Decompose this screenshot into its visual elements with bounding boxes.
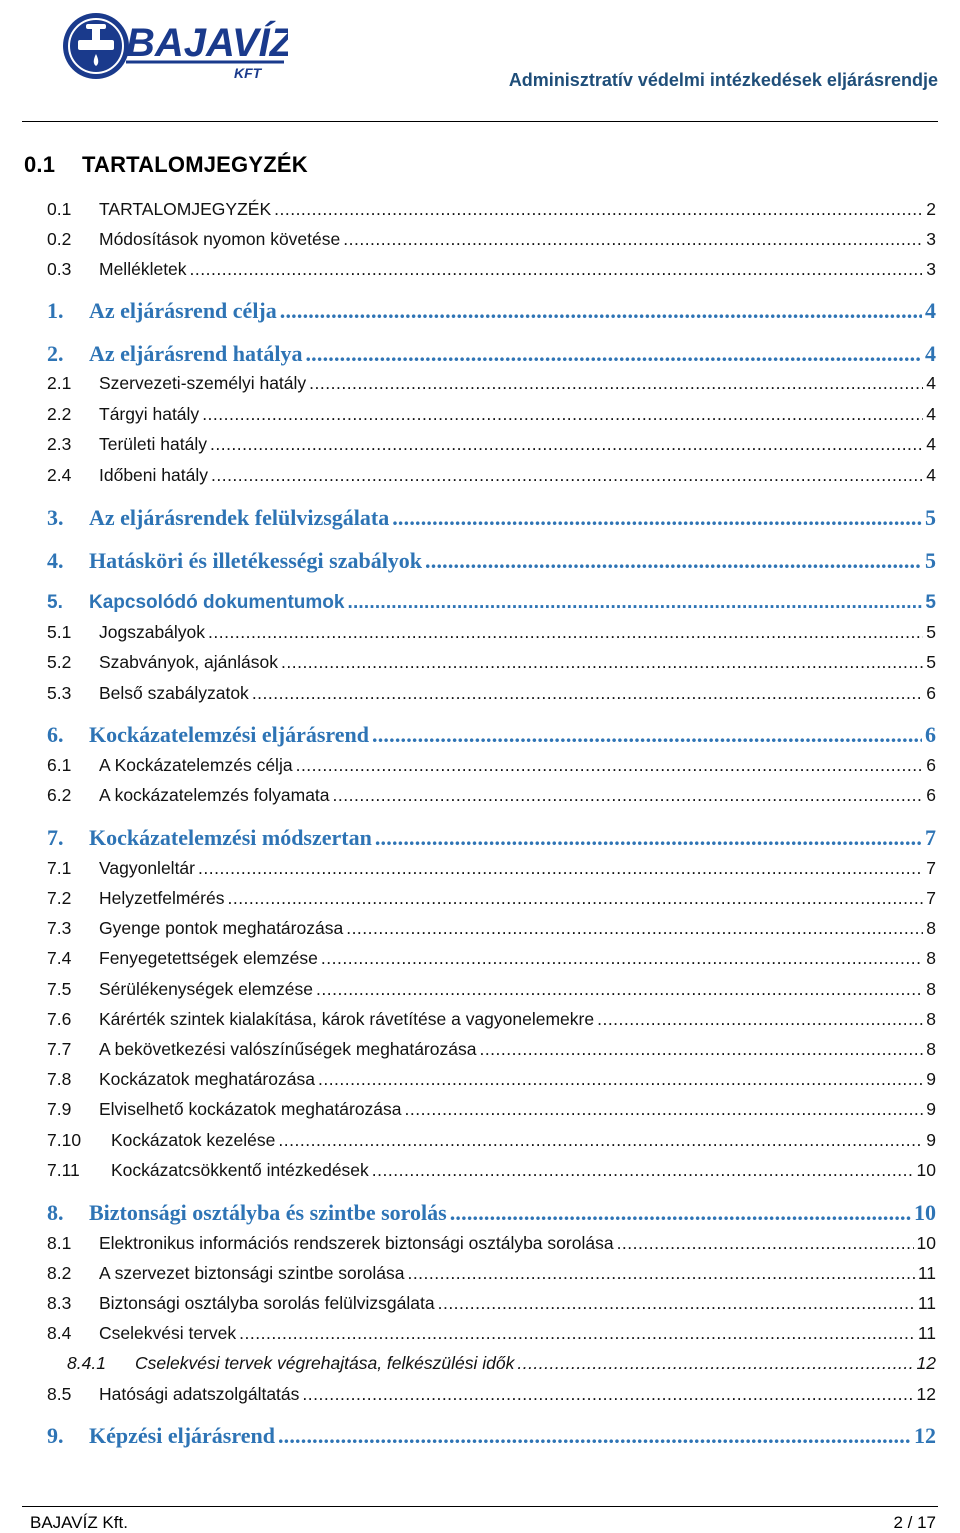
toc-leader-dots: [617, 1233, 914, 1254]
toc-entry[interactable]: [47, 1009, 936, 1030]
toc-heading-number: 0.1: [24, 152, 56, 177]
toc-entry-page: 6: [926, 785, 936, 805]
toc-leader-dots: [517, 1353, 913, 1374]
toc-entry-number: 4.: [47, 548, 64, 573]
toc-entry-page: 11: [917, 1293, 936, 1313]
toc-entry-page: 9: [926, 1099, 936, 1119]
toc-entry[interactable]: [47, 1423, 936, 1449]
toc-entry-title: Módosítások nyomon követése: [99, 229, 341, 249]
toc-leader-dots: [278, 1130, 923, 1151]
toc-entry-number: 8.2: [47, 1263, 72, 1283]
toc-leader-dots: [302, 1384, 913, 1405]
toc-entry-page: 9: [926, 1069, 936, 1089]
toc-entry-number: 7.11: [47, 1160, 80, 1180]
logo-subtext: KFT: [234, 65, 262, 81]
toc-entry[interactable]: [47, 1160, 936, 1181]
toc-leader-dots: [202, 404, 923, 425]
toc-entry[interactable]: [47, 199, 936, 220]
toc-entry-title: Tárgyi hatály: [99, 404, 200, 424]
toc-entry[interactable]: [47, 948, 936, 969]
toc-entry-page: 4: [926, 404, 936, 424]
toc-entry-number: 7.9: [47, 1099, 72, 1119]
toc-entry[interactable]: [47, 1323, 936, 1344]
toc-entry-title: Az eljárásrendek felülvizsgálata: [89, 505, 390, 530]
toc-entry-number: 5.1: [47, 622, 72, 642]
toc-entry-title: TARTALOMJEGYZÉK: [99, 199, 272, 219]
toc-entry-title: Az eljárásrend hatálya: [89, 341, 303, 366]
toc-leader-dots: [479, 1039, 923, 1060]
toc-entry-title: Szabványok, ajánlások: [99, 652, 278, 672]
toc-entry[interactable]: [47, 373, 936, 394]
toc-entry-title: Cselekvési tervek: [99, 1323, 237, 1343]
toc-entry-title: Időbeni hatály: [99, 465, 208, 485]
toc-entry-number: 8.4.1: [67, 1353, 106, 1373]
toc-leader-dots: [305, 341, 922, 367]
toc-leader-dots: [343, 229, 923, 250]
toc-entry[interactable]: [47, 785, 936, 806]
toc-entry-number: 2.3: [47, 434, 72, 454]
toc-entry-number: 7.10: [47, 1130, 82, 1150]
toc-entry[interactable]: [47, 1293, 936, 1314]
toc-entry-page: 12: [916, 1384, 936, 1404]
toc-entry-number: 8.4: [47, 1323, 72, 1343]
toc-entry-number: 5.3: [47, 683, 72, 703]
toc-leader-dots: [372, 722, 922, 748]
toc-leader-dots: [281, 652, 923, 673]
toc-entry[interactable]: [47, 1039, 936, 1060]
toc-entry[interactable]: [47, 888, 936, 909]
toc-entry[interactable]: [47, 1200, 936, 1226]
toc-entry[interactable]: [47, 858, 936, 879]
toc-entry[interactable]: [47, 505, 936, 531]
toc-leader-dots: [372, 1160, 914, 1181]
footer-page-indicator: 2 / 17: [893, 1513, 936, 1532]
toc-entry[interactable]: [47, 1069, 936, 1090]
toc-entry-page: 4: [925, 298, 936, 323]
toc-entry-page: 4: [926, 434, 936, 454]
toc-leader-dots: [280, 298, 922, 324]
toc-entry-number: 7.3: [47, 918, 72, 938]
toc-entry-page: 5: [925, 505, 936, 530]
toc-entry-page: 11: [917, 1263, 936, 1283]
toc-entry-number: 9.: [47, 1423, 64, 1448]
toc-entry-title: A Kockázatelemzés célja: [99, 755, 293, 775]
toc-leader-dots: [321, 948, 923, 969]
toc-leader-dots: [425, 548, 922, 574]
toc-entry-title: Mellékletek: [99, 259, 187, 279]
toc-entry-page: 4: [926, 465, 936, 485]
toc-entry-title: Helyzetfelmérés: [99, 888, 225, 908]
toc-entry[interactable]: [47, 1233, 936, 1254]
toc-entry-title: Biztonsági osztályba és szintbe sorolás: [89, 1200, 447, 1225]
toc-entry-number: 7.2: [47, 888, 72, 908]
toc-entry[interactable]: [47, 1384, 936, 1405]
toc-entry-title: Jogszabályok: [99, 622, 206, 642]
toc-leader-dots: [346, 918, 923, 939]
toc-entry-number: 7.6: [47, 1009, 72, 1029]
toc-entry[interactable]: [47, 548, 936, 574]
toc-entry[interactable]: [47, 652, 936, 673]
toc-entry-page: 10: [916, 1233, 936, 1253]
toc-entry-title: Kockázatok meghatározása: [99, 1069, 315, 1089]
toc-entry-title: Gyenge pontok meghatározása: [99, 918, 344, 938]
toc-entry[interactable]: [47, 341, 936, 367]
toc-entry[interactable]: [47, 825, 936, 851]
toc-entry-title: Fenyegetettségek elemzése: [99, 948, 318, 968]
toc-entry[interactable]: [47, 465, 936, 486]
toc-entry-page: 12: [914, 1423, 936, 1448]
toc-entry-number: 6.: [47, 722, 64, 747]
toc-entry-page: 8: [926, 918, 936, 938]
toc-entry-page: 4: [926, 373, 936, 393]
toc-entry-title: A bekövetkezési valószínűségek meghatározása: [99, 1039, 477, 1059]
toc-leader-dots: [450, 1200, 911, 1226]
toc-entry-number: 7.4: [47, 948, 72, 968]
toc-leader-dots: [597, 1009, 923, 1030]
toc-entry-number: 2.2: [47, 404, 72, 424]
toc-entry-title: Cselekvési tervek végrehajtása, felkészülési idők: [135, 1353, 515, 1373]
toc-entry-number: 7.7: [47, 1039, 72, 1059]
toc-leader-dots: [190, 259, 924, 280]
toc-entry-title: Az eljárásrend célja: [89, 298, 277, 323]
toc-entry-page: 12: [916, 1353, 936, 1373]
toc-entry-number: 2.1: [47, 373, 72, 393]
toc-entry-page: 2: [926, 199, 936, 219]
toc-leader-dots: [198, 858, 923, 879]
toc-entry-page: 3: [926, 259, 936, 279]
toc-entry-page: 5: [926, 622, 936, 642]
toc-leader-dots: [211, 465, 923, 486]
footer-company: BAJAVÍZ Kft.: [30, 1513, 128, 1532]
toc-entry[interactable]: [47, 434, 936, 455]
toc-entry[interactable]: [47, 259, 936, 280]
toc-leader-dots: [407, 1263, 914, 1284]
toc-entry-page: 5: [926, 652, 936, 672]
toc-entry-number: 0.2: [47, 229, 72, 249]
toc-entry[interactable]: [47, 755, 936, 776]
toc-entry-title: Sérülékenységek elemzése: [99, 979, 314, 999]
toc-entry-title: Kockázatelemzési módszertan: [89, 825, 372, 850]
document-title: Adminisztratív védelmi intézkedések eljárásrendje: [508, 70, 938, 90]
toc-leader-dots: [405, 1099, 924, 1120]
toc-entry-page: 7: [926, 888, 936, 908]
toc-entry-title: A kockázatelemzés folyamata: [99, 785, 330, 805]
toc-entry-title: Kapcsolódó dokumentumok: [89, 592, 345, 613]
toc-entry-number: 1.: [47, 298, 64, 323]
toc-entry-page: 9: [926, 1130, 936, 1150]
toc-entry-page: 4: [925, 341, 936, 366]
toc-entry[interactable]: [47, 1263, 936, 1284]
toc-entry-number: 5.2: [47, 652, 72, 672]
toc-entry[interactable]: [47, 1099, 936, 1120]
toc-entry[interactable]: [47, 298, 936, 324]
toc-heading-title: TARTALOMJEGYZÉK: [82, 152, 308, 177]
toc-entry-number: 8.3: [47, 1293, 72, 1313]
toc-entry-number: 8.: [47, 1200, 64, 1225]
toc-entry-page: 8: [926, 948, 936, 968]
toc-entry-number: 8.5: [47, 1384, 72, 1404]
toc-entry-number: 6.1: [47, 755, 72, 775]
toc-leader-dots: [438, 1293, 915, 1314]
toc-entry-number: 0.3: [47, 259, 72, 279]
toc-entry-page: 8: [926, 1009, 936, 1029]
toc-entry-number: 3.: [47, 505, 64, 530]
toc-entry[interactable]: [47, 592, 936, 614]
toc-entry-page: 7: [925, 825, 936, 850]
toc-entry[interactable]: [47, 918, 936, 939]
toc-entry-title: Biztonsági osztályba sorolás felülvizsgálata: [99, 1293, 435, 1313]
toc-entry-title: Kárérték szintek kialakítása, károk rávetítése a vagyonelemekre: [99, 1009, 595, 1029]
toc-entry-number: 7.1: [47, 858, 72, 878]
logo-wordmark: BAJAVÍZ: [126, 21, 288, 65]
toc-leader-dots: [210, 434, 923, 455]
toc-entry-title: Kockázatcsökkentő intézkedések: [111, 1160, 369, 1180]
toc-entry-page: 5: [925, 592, 936, 613]
toc-leader-dots: [309, 373, 923, 394]
toc-entry-page: 8: [926, 1039, 936, 1059]
toc-leader-dots: [239, 1323, 915, 1344]
toc-entry-number: 7.8: [47, 1069, 72, 1089]
toc-entry-title: Kockázatok kezelése: [111, 1130, 276, 1150]
toc-entry-number: 5.: [47, 592, 63, 613]
footer-divider: [22, 1506, 938, 1507]
toc-leader-dots: [278, 1423, 911, 1449]
toc-entry-title: Belső szabályzatok: [99, 683, 249, 703]
toc-entry[interactable]: [67, 1353, 936, 1374]
toc-entry-title: Hatósági adatszolgáltatás: [99, 1384, 300, 1404]
toc-entry-title: Elektronikus információs rendszerek biztonsági osztályba sorolása: [99, 1233, 614, 1253]
toc-entry-page: 3: [926, 229, 936, 249]
toc-leader-dots: [296, 755, 924, 776]
toc-entry[interactable]: [47, 683, 936, 704]
toc-entry[interactable]: [47, 404, 936, 425]
toc-entry-page: 6: [926, 755, 936, 775]
toc-entry[interactable]: [47, 229, 936, 250]
toc-entry-number: 2.4: [47, 465, 72, 485]
toc-entry-page: 11: [917, 1323, 936, 1343]
toc-entry[interactable]: [47, 722, 936, 748]
toc-entry-title: A szervezet biztonsági szintbe sorolása: [99, 1263, 405, 1283]
toc-entry-page: 10: [914, 1200, 936, 1225]
toc-entry-title: Területi hatály: [99, 434, 207, 454]
toc-entry-page: 10: [916, 1160, 936, 1180]
toc-leader-dots: [252, 683, 923, 704]
toc-entry-title: Vagyonleltár: [99, 858, 195, 878]
toc-entry-page: 6: [926, 683, 936, 703]
toc-entry-page: 8: [926, 979, 936, 999]
toc-leader-dots: [333, 785, 924, 806]
toc-leader-dots: [318, 1069, 923, 1090]
toc-entry-page: 5: [925, 548, 936, 573]
toc-leader-dots: [208, 622, 923, 643]
toc-leader-dots: [274, 199, 923, 220]
toc-entry-page: 7: [926, 858, 936, 878]
toc-entry-number: 6.2: [47, 785, 72, 805]
toc-entry-title: Képzési eljárásrend: [89, 1423, 275, 1448]
toc-leader-dots: [375, 825, 922, 851]
toc-entry[interactable]: [47, 979, 936, 1000]
toc-entry-number: 2.: [47, 341, 64, 366]
toc-entry[interactable]: [47, 622, 936, 643]
toc-entry-number: 8.1: [47, 1233, 72, 1253]
toc-entry-title: Szervezeti-személyi hatály: [99, 373, 307, 393]
toc-entry-number: 0.1: [47, 199, 72, 219]
toc-leader-dots: [227, 888, 923, 909]
toc-leader-dots: [347, 592, 922, 614]
toc-leader-dots: [316, 979, 923, 1000]
toc-entry-page: 6: [925, 722, 936, 747]
toc-entry-title: Elviselhető kockázatok meghatározása: [99, 1099, 402, 1119]
toc-entry-title: Kockázatelemzési eljárásrend: [89, 722, 370, 747]
toc-entry-number: 7.5: [47, 979, 72, 999]
toc-entry-number: 7.: [47, 825, 64, 850]
toc-leader-dots: [392, 505, 922, 531]
toc-entry[interactable]: [47, 1130, 936, 1151]
toc-entry-title: Hatásköri és illetékességi szabályok: [89, 548, 423, 573]
